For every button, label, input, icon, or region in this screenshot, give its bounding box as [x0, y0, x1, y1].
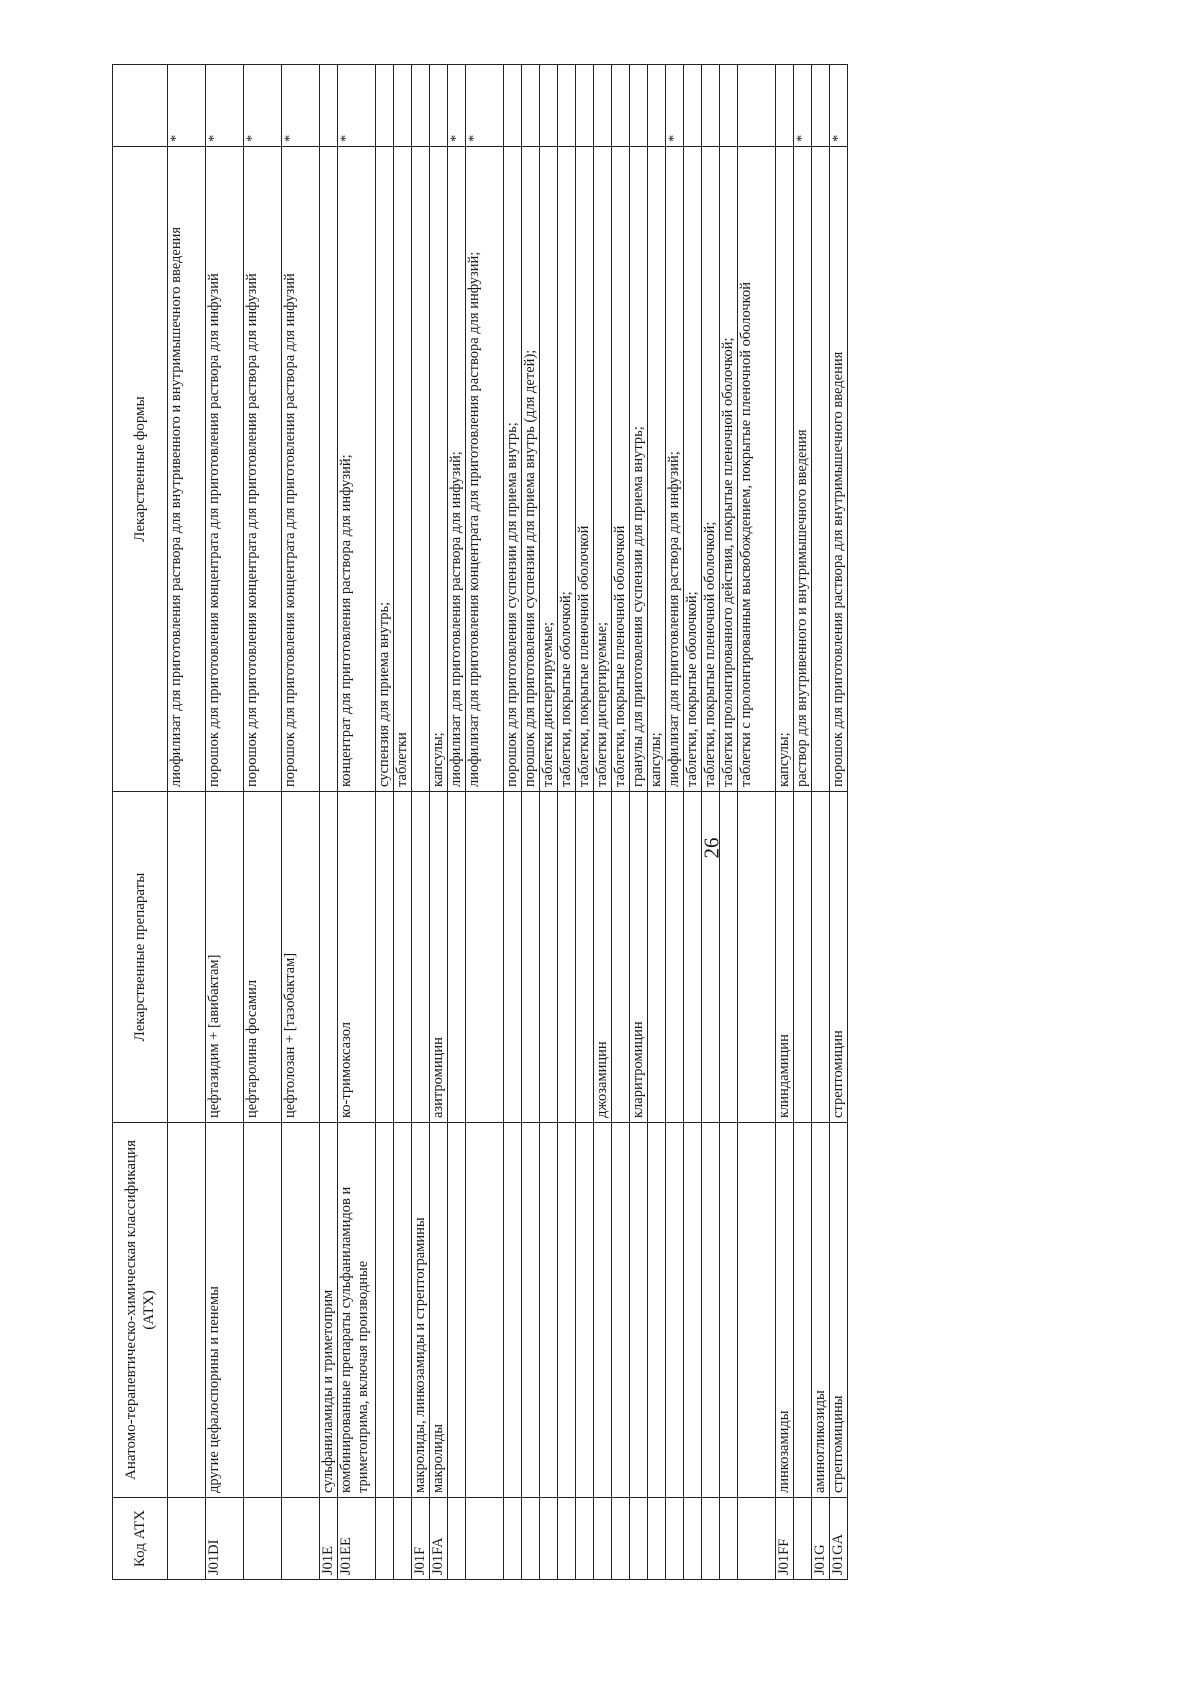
cell-code — [666, 1498, 684, 1580]
table-row — [630, 65, 648, 1580]
cell-form: порошок для приготовления суспензии для приема внутрь (для детей); — [522, 147, 540, 792]
table-row — [594, 65, 612, 1580]
cell-drug — [576, 792, 594, 1123]
table-row — [320, 65, 338, 1580]
cell-code — [684, 1498, 702, 1580]
table-row — [244, 65, 282, 1580]
cell-form: лиофилизат для приготовления раствора для инфузий; — [666, 147, 684, 792]
cell-drug — [522, 792, 540, 1123]
cell-class — [540, 1123, 558, 1498]
cell-mark: * — [338, 65, 376, 147]
cell-class: макролиды — [430, 1123, 448, 1498]
cell-class — [794, 1123, 812, 1498]
page-number: 26 — [699, 837, 724, 859]
cell-drug — [448, 792, 466, 1123]
cell-code — [448, 1498, 466, 1580]
table-row — [394, 65, 412, 1580]
header-code: Код АТХ — [113, 1498, 168, 1580]
drug-table — [112, 64, 848, 1580]
cell-mark — [522, 65, 540, 147]
cell-class: линкозамиды — [776, 1123, 794, 1498]
cell-mark — [812, 65, 830, 147]
cell-mark: * — [794, 65, 812, 147]
cell-class — [630, 1123, 648, 1498]
cell-code: J01F — [412, 1498, 430, 1580]
cell-form: раствор для внутривенного и внутримышечного введения — [794, 147, 812, 792]
cell-form: порошок для приготовления концентрата для приготовления раствора для инфузий — [282, 147, 320, 792]
cell-class — [738, 1123, 776, 1498]
cell-code — [540, 1498, 558, 1580]
rotated-table-container — [112, 65, 1200, 1580]
cell-mark — [630, 65, 648, 147]
cell-drug — [702, 792, 720, 1123]
cell-mark: * — [206, 65, 244, 147]
cell-form: капсулы; — [776, 147, 794, 792]
cell-drug — [684, 792, 702, 1123]
table-row — [684, 65, 702, 1580]
cell-class — [448, 1123, 466, 1498]
cell-drug — [394, 792, 412, 1123]
cell-class — [376, 1123, 394, 1498]
cell-form: концентрат для приготовления раствора для инфузий; — [338, 147, 376, 792]
cell-code — [376, 1498, 394, 1580]
cell-code — [522, 1498, 540, 1580]
cell-code — [558, 1498, 576, 1580]
cell-mark: * — [244, 65, 282, 147]
cell-class: стрептомицины — [830, 1123, 848, 1498]
table-body — [168, 65, 848, 1580]
cell-code: J01G — [812, 1498, 830, 1580]
table-row — [830, 65, 848, 1580]
cell-mark — [576, 65, 594, 147]
cell-mark — [776, 65, 794, 147]
table-row — [412, 65, 430, 1580]
cell-code: J01FA — [430, 1498, 448, 1580]
cell-code — [630, 1498, 648, 1580]
cell-mark — [702, 65, 720, 147]
cell-drug — [720, 792, 738, 1123]
table-row — [540, 65, 558, 1580]
cell-mark: * — [830, 65, 848, 147]
cell-class: аминогликозиды — [812, 1123, 830, 1498]
cell-drug: кларитромицин — [630, 792, 648, 1123]
cell-code — [794, 1498, 812, 1580]
cell-class — [684, 1123, 702, 1498]
cell-class — [558, 1123, 576, 1498]
cell-mark — [612, 65, 630, 147]
cell-drug — [376, 792, 394, 1123]
cell-class — [648, 1123, 666, 1498]
cell-mark — [394, 65, 412, 147]
header-drug: Лекарственные препараты — [113, 792, 168, 1123]
cell-form: лиофилизат для приготовления концентрата для приготовления раствора для инфузий; — [466, 147, 504, 792]
cell-form: гранулы для приготовления суспензии для приема внутрь; — [630, 147, 648, 792]
cell-code — [720, 1498, 738, 1580]
cell-mark — [648, 65, 666, 147]
table-row — [738, 65, 776, 1580]
cell-mark — [430, 65, 448, 147]
cell-class — [576, 1123, 594, 1498]
table-row — [504, 65, 522, 1580]
cell-form: таблетки, покрытые пленочной оболочкой; — [702, 147, 720, 792]
cell-drug — [320, 792, 338, 1123]
cell-class — [466, 1123, 504, 1498]
cell-mark — [320, 65, 338, 147]
cell-code: J01EE — [338, 1498, 376, 1580]
cell-mark — [594, 65, 612, 147]
table-row — [522, 65, 540, 1580]
cell-drug: цефтолозан + [тазобактам] — [282, 792, 320, 1123]
cell-form — [320, 147, 338, 792]
cell-code — [738, 1498, 776, 1580]
cell-class — [282, 1123, 320, 1498]
table-row — [466, 65, 504, 1580]
table-row — [666, 65, 684, 1580]
cell-drug — [412, 792, 430, 1123]
cell-mark: * — [466, 65, 504, 147]
cell-form: капсулы; — [430, 147, 448, 792]
cell-code — [504, 1498, 522, 1580]
cell-code — [648, 1498, 666, 1580]
cell-class — [168, 1123, 206, 1498]
cell-drug — [558, 792, 576, 1123]
cell-drug: цефтазидим + [авибактам] — [206, 792, 244, 1123]
cell-code: J01FF — [776, 1498, 794, 1580]
cell-form: таблетки, покрытые пленочной оболочкой — [576, 147, 594, 792]
cell-code: J01GA — [830, 1498, 848, 1580]
cell-mark — [558, 65, 576, 147]
cell-class: комбинированные препараты сульфаниламидов и триметоприма, включая производные — [338, 1123, 376, 1498]
cell-mark: * — [168, 65, 206, 147]
cell-form: таблетки, покрытые оболочкой; — [558, 147, 576, 792]
cell-drug — [812, 792, 830, 1123]
cell-drug — [738, 792, 776, 1123]
table-row — [812, 65, 830, 1580]
table-row — [282, 65, 320, 1580]
cell-code — [244, 1498, 282, 1580]
cell-mark: * — [282, 65, 320, 147]
cell-mark: * — [448, 65, 466, 147]
table-row — [376, 65, 394, 1580]
cell-form: таблетки, покрытые оболочкой; — [684, 147, 702, 792]
cell-class: другие цефалоспорины и пенемы — [206, 1123, 244, 1498]
table-row — [612, 65, 630, 1580]
cell-class — [504, 1123, 522, 1498]
table-row — [558, 65, 576, 1580]
cell-class — [666, 1123, 684, 1498]
table-row — [720, 65, 738, 1580]
cell-drug — [794, 792, 812, 1123]
cell-form: лиофилизат для приготовления раствора для инфузий; — [448, 147, 466, 792]
cell-class — [522, 1123, 540, 1498]
cell-mark: * — [666, 65, 684, 147]
cell-drug: азитромицин — [430, 792, 448, 1123]
table-row — [430, 65, 448, 1580]
cell-drug — [168, 792, 206, 1123]
cell-form: таблетки диспергируемые; — [594, 147, 612, 792]
cell-code — [612, 1498, 630, 1580]
cell-mark — [684, 65, 702, 147]
table-row — [168, 65, 206, 1580]
table-row — [448, 65, 466, 1580]
header-form: Лекарственные формы — [113, 147, 168, 792]
cell-mark — [412, 65, 430, 147]
cell-drug — [666, 792, 684, 1123]
cell-form: таблетки, покрытые пленочной оболочкой — [612, 147, 630, 792]
cell-form: порошок для приготовления раствора для внутримышечного введения — [830, 147, 848, 792]
cell-form: капсулы; — [648, 147, 666, 792]
cell-form: порошок для приготовления суспензии для приема внутрь; — [504, 147, 522, 792]
cell-class — [394, 1123, 412, 1498]
cell-form — [812, 147, 830, 792]
cell-drug — [504, 792, 522, 1123]
cell-mark — [540, 65, 558, 147]
table-row — [206, 65, 244, 1580]
cell-form: таблетки диспергируемые; — [540, 147, 558, 792]
cell-drug — [540, 792, 558, 1123]
header-class: Анатомо-терапевтическо-химическая классификация (АТХ) — [113, 1123, 168, 1498]
cell-code — [466, 1498, 504, 1580]
cell-form: таблетки с пролонгированным высвобождением, покрытые пленочной оболочкой — [738, 147, 776, 792]
table-row — [648, 65, 666, 1580]
cell-code: J01DI — [206, 1498, 244, 1580]
cell-drug: ко-тримоксазол — [338, 792, 376, 1123]
cell-drug — [612, 792, 630, 1123]
cell-code — [594, 1498, 612, 1580]
cell-code — [576, 1498, 594, 1580]
cell-class — [720, 1123, 738, 1498]
cell-mark — [738, 65, 776, 147]
cell-class: макролиды, линкозамиды и стрептограмины — [412, 1123, 430, 1498]
cell-drug: джозамицин — [594, 792, 612, 1123]
cell-mark — [504, 65, 522, 147]
table-row — [776, 65, 794, 1580]
cell-drug: цефтаролина фосамил — [244, 792, 282, 1123]
cell-form: порошок для приготовления концентрата для приготовления раствора для инфузий — [244, 147, 282, 792]
cell-code: J01E — [320, 1498, 338, 1580]
cell-form: таблетки — [394, 147, 412, 792]
table-row — [702, 65, 720, 1580]
cell-code — [702, 1498, 720, 1580]
cell-form: суспензия для приема внутрь; — [376, 147, 394, 792]
cell-drug — [466, 792, 504, 1123]
cell-form — [412, 147, 430, 792]
cell-class — [244, 1123, 282, 1498]
table-row — [338, 65, 376, 1580]
header-mark — [113, 65, 168, 147]
cell-class — [702, 1123, 720, 1498]
cell-code — [394, 1498, 412, 1580]
cell-form: лиофилизат для приготовления раствора для внутривенного и внутримышечного введения — [168, 147, 206, 792]
cell-mark — [376, 65, 394, 147]
table-row — [576, 65, 594, 1580]
cell-class — [594, 1123, 612, 1498]
table-row — [794, 65, 812, 1580]
cell-class: сульфаниламиды и триметоприм — [320, 1123, 338, 1498]
cell-code — [168, 1498, 206, 1580]
cell-class — [612, 1123, 630, 1498]
cell-form: таблетки пролонгированного действия, покрытые пленочной оболочкой; — [720, 147, 738, 792]
cell-form: порошок для приготовления концентрата для приготовления раствора для инфузий — [206, 147, 244, 792]
cell-drug: клиндамицин — [776, 792, 794, 1123]
table-header-row — [113, 65, 168, 1580]
cell-mark — [720, 65, 738, 147]
cell-drug — [648, 792, 666, 1123]
cell-drug: стрептомицин — [830, 792, 848, 1123]
cell-code — [282, 1498, 320, 1580]
